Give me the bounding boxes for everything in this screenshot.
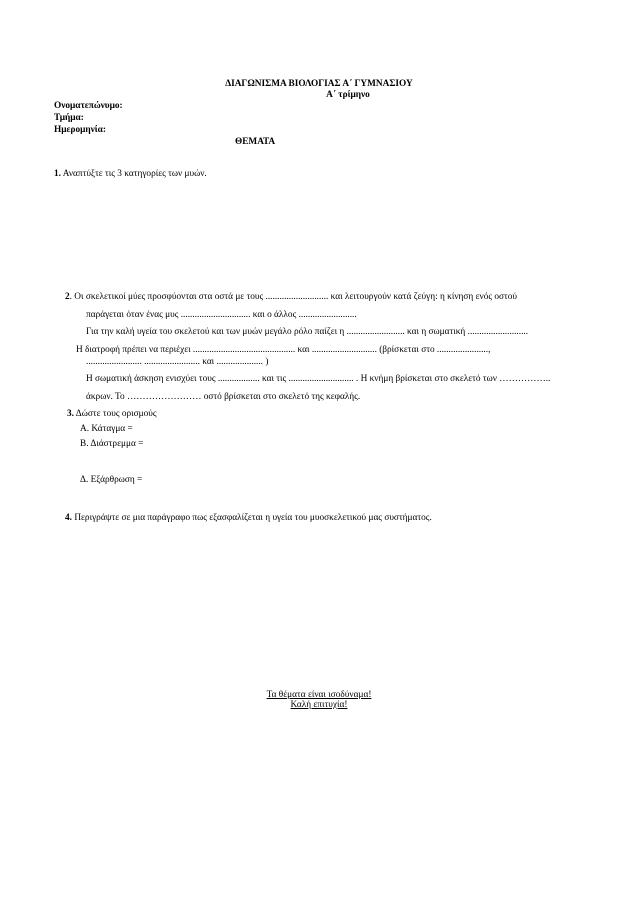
- question-2-line-3: Για την καλή υγεία του σκελετού και των μυών μεγάλο ρόλο παίζει η ......................... και η σωματική ..........................: [86, 327, 529, 337]
- footer-wish: Καλή επιτυχία!: [290, 700, 348, 710]
- definition-dislocation: Δ. Εξάρθρωση =: [80, 475, 143, 485]
- question-2-line-5: ........................ ........................ και .................... ): [86, 357, 269, 367]
- question-text: Αναπτύξτε τις 3 κατηγορίες των μυών.: [62, 169, 207, 179]
- question-text: . Οι σκελετικοί μύες προσφύονται στα οστά με τους ........................... και λειτουργούν κατά ζεύγη: η κίνηση ενός οστού: [69, 292, 518, 302]
- name-field-label: Ονοματεπώνυμο:: [54, 101, 123, 111]
- question-number: 4.: [65, 513, 72, 523]
- date-field-label: Ημερομηνία:: [54, 125, 106, 135]
- question-number: 3.: [67, 409, 74, 419]
- question-number: 2: [65, 292, 70, 302]
- question-2-line-6: Η σωματική άσκηση ενισχύει τους .................. και τις ............................ . Η κνήμη βρίσκεται στο σκελετό των ……………..: [86, 374, 551, 384]
- question-text: Δώστε τους ορισμούς: [75, 409, 157, 419]
- topics-heading: ΘΕΜΑΤΑ: [235, 137, 276, 147]
- question-2-line-2: παράγεται όταν ένας μυς .............................. και ο άλλος .........................: [86, 310, 357, 320]
- footer-note: Τα θέματα είναι ισοδύναμα!: [266, 690, 372, 700]
- question-1: [54, 168, 207, 180]
- definition-fracture: Α. Κάταγμα =: [80, 424, 133, 434]
- question-number: 1.: [54, 169, 61, 179]
- question-3: [67, 408, 157, 420]
- question-text: Περιγράψτε σε μια παράγραφο πως εξασφαλίζεται η υγεία του μυοσκελετικού μας συστήματος.: [74, 513, 432, 523]
- question-2-line-4: Η διατροφή πρέπει να περιέχει ............................................ και ............................ (βρίσκεται στο ......................,: [76, 345, 491, 355]
- question-4: [65, 512, 432, 524]
- exam-title: ΔΙΑΓΩΝΙΣΜΑ ΒΙΟΛΟΓΙΑΣ Α΄ ΓΥΜΝΑΣΙΟΥ: [225, 79, 413, 89]
- definition-sprain: Β. Διάστρεμμα =: [80, 439, 144, 449]
- class-field-label: Τμήμα:: [54, 113, 84, 123]
- exam-subtitle: Α΄ τρίμηνο: [326, 90, 370, 100]
- question-2-line-7: άκρων. Το …………………… οστό βρίσκεται στο σκελετό της κεφαλής.: [86, 392, 361, 402]
- question-2-line-1: [65, 291, 517, 303]
